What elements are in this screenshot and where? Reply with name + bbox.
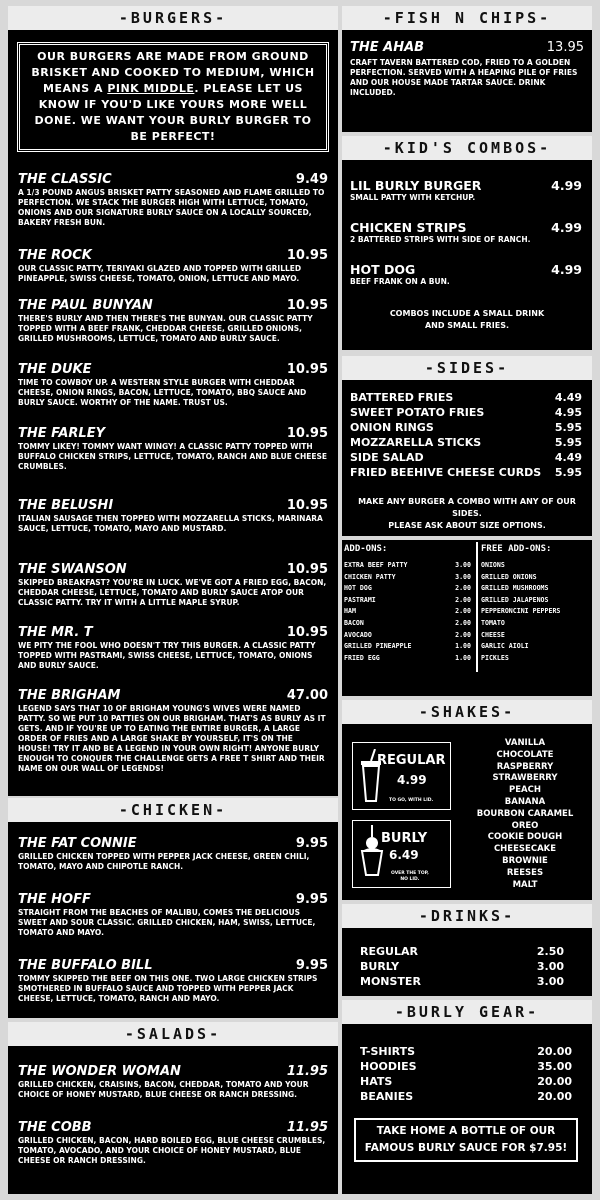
item-name: HOODIES	[360, 1060, 417, 1073]
shake-burly-note-line-1: OVER THE TOP,	[391, 871, 429, 876]
list-item	[344, 595, 471, 607]
item-name: BURLY	[360, 960, 400, 973]
item-price: 10.95	[286, 298, 328, 313]
item-price: 4.95	[554, 406, 582, 419]
item-price: 20.00	[537, 1075, 572, 1088]
item-name: THE BUFFALO BILL	[18, 958, 153, 973]
shake-regular-note: TO GO, WITH LID.	[389, 798, 434, 803]
list-item: PEPPERONCINI PEPPERS	[481, 607, 561, 616]
item-price: 47.00	[286, 688, 328, 703]
fish-section	[342, 6, 592, 132]
item-name: FRIED EGG	[344, 653, 380, 662]
item-price: 5.95	[554, 436, 582, 449]
item-description: A 1/3 POUND ANGUS BRISKET PATTY SEASONED AND FLAME GRILLED TO PERFECTION. WE STACK THE BURGER HIGH WITH LETTUCE, TOMATO, ONIONS AND OUR SIGNATURE BURLY SAUCE ON A LOCALLY SOURCED, BAKERY FRESH BUN.	[18, 188, 325, 227]
addons-paid	[342, 540, 475, 696]
item-price: 9.95	[295, 892, 328, 907]
list-item	[344, 618, 471, 630]
fish-header: -FISH N CHIPS-	[342, 6, 592, 32]
item-description: STRAIGHT FROM THE BEACHES OF MALIBU, COMES THE DELICIOUS SWEET AND SOUR CLASSIC. GRILLED CHICKEN, HAM, SWISS, LETTUCE, TOMATO AND MAYO.	[18, 908, 316, 937]
list-item	[344, 630, 471, 642]
item-name: CHICKEN STRIPS	[350, 220, 467, 235]
item-price: 4.99	[551, 262, 582, 277]
item-price: 2.00	[455, 630, 471, 639]
burgers-section	[8, 6, 338, 796]
chicken-section	[8, 798, 338, 1018]
list-item	[344, 653, 471, 665]
item-description: BEEF FRANK ON A BUN.	[350, 277, 450, 286]
notice-text-1: OUR BURGERS ARE MADE FROM GROUND BRISKET AND COOKED TO MEDIUM, WHICH MEANS A	[31, 50, 315, 95]
addons-paid-header: ADD-ONS:	[344, 544, 388, 554]
shake-burly-note-line-2: NO LID.	[400, 877, 420, 882]
kid-item-burger	[350, 178, 582, 202]
list-item	[350, 450, 582, 465]
item-description: TOMMY LIKEY! TOMMY WANT WINGY! A CLASSIC PATTY TOPPED WITH BUFFALO CHICKEN STRIPS, LETTUCE, TOMATO, RANCH AND BLUE CHEESE CRUMBLES.	[18, 442, 328, 471]
menu-item-wonder-woman	[8, 1064, 338, 1100]
kids-note-line-2: AND SMALL FRIES.	[424, 321, 510, 330]
item-description: CRAFT TAVERN BATTERED COD, FRIED TO A GOLDEN PERFECTION. SERVED WITH A HEAPING PILE OF FRIES AND OUR HOUSE MADE TARTAR SAUCE. DRINK INCLUDED.	[350, 58, 578, 97]
gear-header: -BURLY GEAR-	[342, 1000, 592, 1026]
flavor-item: STRAWBERRY	[492, 773, 558, 784]
sides-header: -SIDES-	[342, 356, 592, 382]
list-item	[344, 572, 471, 584]
flavor-item: BANANA	[504, 796, 546, 807]
item-name: GRILLED PINEAPPLE	[344, 642, 412, 651]
menu-item-cobb	[8, 1120, 338, 1166]
list-item	[344, 606, 471, 618]
item-description: OUR CLASSIC PATTY, TERIYAKI GLAZED AND TOPPED WITH GRILLED PINEAPPLE, SWISS CHEESE, TOMATO, ONION, LETTUCE AND MAYO.	[18, 264, 302, 283]
shake-regular-price: 4.99	[397, 773, 427, 787]
item-name: BEANIES	[360, 1090, 414, 1103]
item-name: THE BRIGHAM	[18, 688, 121, 703]
burgers-notice	[17, 42, 329, 152]
menu-item-belushi	[8, 498, 338, 534]
item-price: 2.00	[455, 618, 471, 627]
salads-header: -SALADS-	[8, 1022, 338, 1048]
flavor-item: BROWNIE	[502, 855, 548, 866]
list-item	[344, 560, 471, 572]
menu-item-hoff	[8, 892, 338, 938]
list-item: GRILLED JALAPENOS	[481, 595, 549, 604]
item-price: 3.00	[536, 960, 564, 973]
notice-pink-middle: PINK MIDDLE	[107, 82, 195, 95]
sides-section	[342, 356, 592, 536]
item-price: 13.95	[546, 40, 584, 55]
item-price: 4.99	[551, 220, 582, 235]
menu-item-fat-connie	[8, 836, 338, 872]
drinks-section	[342, 904, 592, 996]
promo-line-2: FAMOUS BURLY SAUCE FOR $7.95!	[364, 1142, 568, 1154]
flavor-item: REESES	[506, 867, 544, 878]
item-price: 10.95	[286, 248, 328, 263]
item-name: ONION RINGS	[350, 421, 434, 434]
list-item	[360, 1044, 572, 1059]
item-price: 2.00	[455, 607, 471, 616]
menu-item-buffalo-bill	[8, 958, 338, 1004]
sides-list	[350, 390, 582, 480]
item-name: THE PAUL BUNYAN	[18, 298, 153, 313]
item-price: 20.00	[537, 1090, 572, 1103]
item-price: 10.95	[286, 362, 328, 377]
item-price: 4.49	[554, 451, 582, 464]
item-price: 9.95	[295, 836, 328, 851]
list-item	[350, 390, 582, 405]
shake-flavors	[464, 738, 586, 891]
item-price: 3.00	[455, 561, 471, 569]
item-name: HOT DOG	[344, 584, 372, 593]
list-item: GRILLED MUSHROOMS	[481, 584, 549, 593]
item-price: 10.95	[286, 426, 328, 441]
item-description: THERE'S BURLY AND THEN THERE'S THE BUNYAN. OUR CLASSIC PATTY TOPPED WITH A BEEF FRANK, CHEDDAR CHEESE, GRILLED ONIONS, GRILLED MUSHROOMS, LETTUCE, TOMATO AND BURLY SAUCE.	[18, 314, 313, 343]
flavor-item: COOKIE DOUGH	[487, 832, 563, 843]
menu-item-duke	[8, 362, 338, 408]
menu-item-ahab	[342, 40, 592, 98]
item-name: THE HOFF	[18, 892, 91, 907]
kid-item-hot-dog	[350, 262, 582, 286]
promo-line-1: TAKE HOME A BOTTLE OF OUR	[376, 1125, 556, 1137]
flavor-item: PEACH	[509, 785, 541, 796]
kids-note-line-1: COMBOS INCLUDE A SMALL DRINK	[389, 309, 545, 318]
item-name: THE WONDER WOMAN	[18, 1064, 181, 1079]
list-item: ONIONS	[481, 561, 505, 569]
item-name: SIDE SALAD	[350, 451, 424, 464]
item-name: AVOCADO	[344, 630, 372, 639]
item-price: 9.95	[295, 958, 328, 973]
item-name: THE DUKE	[18, 362, 92, 377]
item-price: 4.49	[554, 391, 582, 404]
flavor-item: OREO	[511, 820, 539, 831]
list-item	[360, 944, 564, 959]
menu-item-classic	[8, 172, 338, 228]
item-price: 2.50	[536, 945, 564, 958]
shake-burly-note	[391, 871, 429, 883]
menu-item-brigham	[8, 688, 338, 774]
sides-note-line-2: PLEASE ASK ABOUT SIZE OPTIONS.	[388, 521, 546, 530]
menu-item-swanson	[8, 562, 338, 608]
addons-section	[342, 540, 592, 696]
flavor-item: CHOCOLATE	[496, 749, 554, 760]
item-name: MOZZARELLA STICKS	[350, 436, 482, 449]
list-item	[360, 974, 564, 989]
item-price: 2.00	[455, 595, 471, 604]
item-price: 3.00	[536, 975, 564, 988]
list-item	[350, 435, 582, 450]
list-item: TOMATO	[481, 618, 505, 627]
item-description: TIME TO COWBOY UP. A WESTERN STYLE BURGER WITH CHEDDAR CHEESE, ONION RINGS, BACON, LETTUCE, TOMATO, BBQ SAUCE AND BURLY SAUCE. WORTHY OF THE NAME. TRUST US.	[18, 378, 307, 407]
item-price: 2.00	[455, 584, 471, 593]
item-price: 11.95	[286, 1120, 328, 1135]
item-name: THE ROCK	[18, 248, 92, 263]
shake-burly-box	[352, 820, 451, 888]
addons-free-header: FREE ADD-ONS:	[481, 544, 552, 554]
item-name: THE FARLEY	[18, 426, 106, 441]
flavor-item: CHEESECAKE	[493, 844, 557, 855]
item-name: PASTRAMI	[344, 595, 376, 604]
shake-regular-label: REGULAR	[377, 753, 446, 768]
item-name: THE BELUSHI	[18, 498, 114, 513]
item-name: T-SHIRTS	[360, 1045, 416, 1058]
burly-sauce-promo	[354, 1118, 578, 1162]
list-item	[360, 1089, 572, 1104]
item-name: THE FAT CONNIE	[18, 836, 137, 851]
gear-list	[360, 1044, 572, 1104]
item-description: WE PITY THE FOOL WHO DOESN'T TRY THIS BURGER. A CLASSIC PATTY TOPPED WITH PASTRAMI, SWISS CHEESE, LETTUCE, TOMATO, ONIONS AND BURLY SAUCE.	[18, 641, 316, 670]
list-item	[350, 465, 582, 480]
addons-free	[481, 540, 592, 696]
item-description: GRILLED CHICKEN TOPPED WITH PEPPER JACK CHEESE, GREEN CHILI, TOMATO, MAYO AND CHIPOTLE RANCH.	[18, 852, 310, 871]
list-item	[360, 1074, 572, 1089]
shake-burly-price: 6.49	[389, 848, 419, 862]
item-description: TOMMY SKIPPED THE BEEF ON THIS ONE. TWO LARGE CHICKEN STRIPS SMOTHERED IN BUFFALO SAUCE AND TOPPED WITH PEPPER JACK CHEESE, LETTUCE, TOMATO, RANCH AND MAYO.	[18, 974, 318, 1003]
list-item: GARLIC AIOLI	[481, 642, 529, 651]
item-price: 11.95	[286, 1064, 328, 1079]
item-name: THE MR. T	[18, 625, 93, 640]
shakes-section	[342, 700, 592, 900]
item-name: MONSTER	[360, 975, 421, 988]
item-name: BATTERED FRIES	[350, 391, 454, 404]
item-name: THE AHAB	[350, 40, 425, 55]
flavor-item: RASPBERRY	[496, 761, 554, 772]
salads-section	[8, 1022, 338, 1194]
item-price: 10.95	[286, 625, 328, 640]
item-name: EXTRA BEEF PATTY	[344, 561, 408, 569]
item-name: HATS	[360, 1075, 393, 1088]
item-price: 1.00	[455, 642, 471, 651]
burgers-header: -BURGERS-	[8, 6, 338, 32]
item-price: 10.95	[286, 498, 328, 513]
list-item	[350, 405, 582, 420]
item-name: THE COBB	[18, 1120, 92, 1135]
item-price: 5.95	[554, 421, 582, 434]
notice-text-2: . PLEASE LET US KNOW IF YOU'D LIKE YOURS MORE WELL DONE. WE WANT YOUR BURLY BURGER TO BE PERFECT!	[34, 82, 312, 143]
item-name: THE CLASSIC	[18, 172, 112, 187]
chicken-header: -CHICKEN-	[8, 798, 338, 824]
item-price: 35.00	[537, 1060, 572, 1073]
gear-section	[342, 1000, 592, 1194]
menu-item-mr-t	[8, 625, 338, 671]
item-description: LEGEND SAYS THAT 10 OF BRIGHAM YOUNG'S WIVES WERE NAMED PATTY. SO WE PUT 10 PATTIES ON OUR BRIGHAM. THAT'S AS BURLY AS IT GETS. AND IF YOU'RE UP TO EATING THE ENTIRE BURGER, A LARGE ORDER OF FRIES AND A LARGE SHAKE BY YOURSELF, IT'S ON THE HOUSE! TRY IT AND BE A LEGEND IN YOUR OWN RIGHT! ANYONE BURLY ENOUGH TO CONQUER THE CHALLENGE GETS A FREE T SHIRT AND THEIR NAME ON OUR WALL OF LEGENDS!	[18, 704, 326, 773]
item-description: SMALL PATTY WITH KETCHUP.	[350, 193, 476, 202]
list-item	[360, 959, 564, 974]
item-name: LIL BURLY BURGER	[350, 178, 482, 193]
item-description: ITALIAN SAUSAGE THEN TOPPED WITH MOZZARELLA STICKS, MARINARA SAUCE, LETTUCE, TOMATO, MAYO AND MUSTARD.	[18, 514, 323, 533]
item-name: FRIED BEEHIVE CHEESE CURDS	[350, 466, 542, 479]
list-item	[360, 1059, 572, 1074]
menu-item-paul-bunyan	[8, 298, 338, 344]
item-price: 5.95	[554, 466, 582, 479]
menu-item-farley	[8, 426, 338, 472]
list-item: CHEESE	[481, 630, 505, 639]
kid-item-chicken-strips	[350, 220, 582, 244]
kids-section	[342, 136, 592, 350]
item-description: 2 BATTERED STRIPS WITH SIDE OF RANCH.	[350, 235, 531, 244]
item-price: 9.49	[295, 172, 328, 187]
item-price: 3.00	[455, 572, 471, 581]
list-item	[344, 583, 471, 595]
item-name: CHICKEN PATTY	[344, 572, 396, 581]
shake-burly-label: BURLY	[381, 831, 428, 846]
list-item	[350, 420, 582, 435]
item-price: 20.00	[537, 1045, 572, 1058]
shakes-header: -SHAKES-	[342, 700, 592, 726]
item-description: GRILLED CHICKEN, CRAISINS, BACON, CHEDDAR, TOMATO AND YOUR CHOICE OF HONEY MUSTARD, BLUE CHEESE OR RANCH DRESSING.	[18, 1080, 309, 1099]
item-name: REGULAR	[360, 945, 418, 958]
sides-note	[342, 496, 592, 532]
list-item: PICKLES	[481, 653, 509, 662]
sides-note-line-1: MAKE ANY BURGER A COMBO WITH ANY OF OUR SIDES.	[358, 497, 576, 518]
list-item: GRILLED ONIONS	[481, 572, 537, 581]
flavor-item: BOURBON CARAMEL	[476, 808, 574, 819]
item-name: SWEET POTATO FRIES	[350, 406, 485, 419]
drinks-list	[360, 944, 564, 989]
item-name: BACON	[344, 618, 364, 627]
item-name: HAM	[344, 607, 356, 616]
item-price: 1.00	[455, 653, 471, 662]
addons-divider	[476, 542, 478, 672]
item-name: HOT DOG	[350, 262, 416, 277]
list-item	[344, 641, 471, 653]
flavor-item: VANILLA	[504, 738, 546, 748]
item-description: SKIPPED BREAKFAST? YOU'RE IN LUCK. WE'VE GOT A FRIED EGG, BACON, CHEDDAR CHEESE, LETTUCE, TOMATO AND BURLY SAUCE ATOP OUR CLASSIC PATTY. TRY IT WITH A LITTLE MAPLE SYRUP.	[18, 578, 327, 607]
item-price: 10.95	[286, 562, 328, 577]
kids-note	[342, 308, 592, 332]
item-description: GRILLED CHICKEN, BACON, HARD BOILED EGG, BLUE CHEESE CRUMBLES, TOMATO, AVOCADO, AND YOUR CHOICE OF HONEY MUSTARD, BLUE CHEESE OR RANCH DRESSING.	[18, 1136, 326, 1165]
kids-header: -KID'S COMBOS-	[342, 136, 592, 162]
item-name: THE SWANSON	[18, 562, 127, 577]
flavor-item: MALT	[512, 879, 538, 890]
item-price: 4.99	[551, 178, 582, 193]
shake-regular-box	[352, 742, 451, 810]
menu-item-rock	[8, 248, 338, 284]
drinks-header: -DRINKS-	[342, 904, 592, 930]
